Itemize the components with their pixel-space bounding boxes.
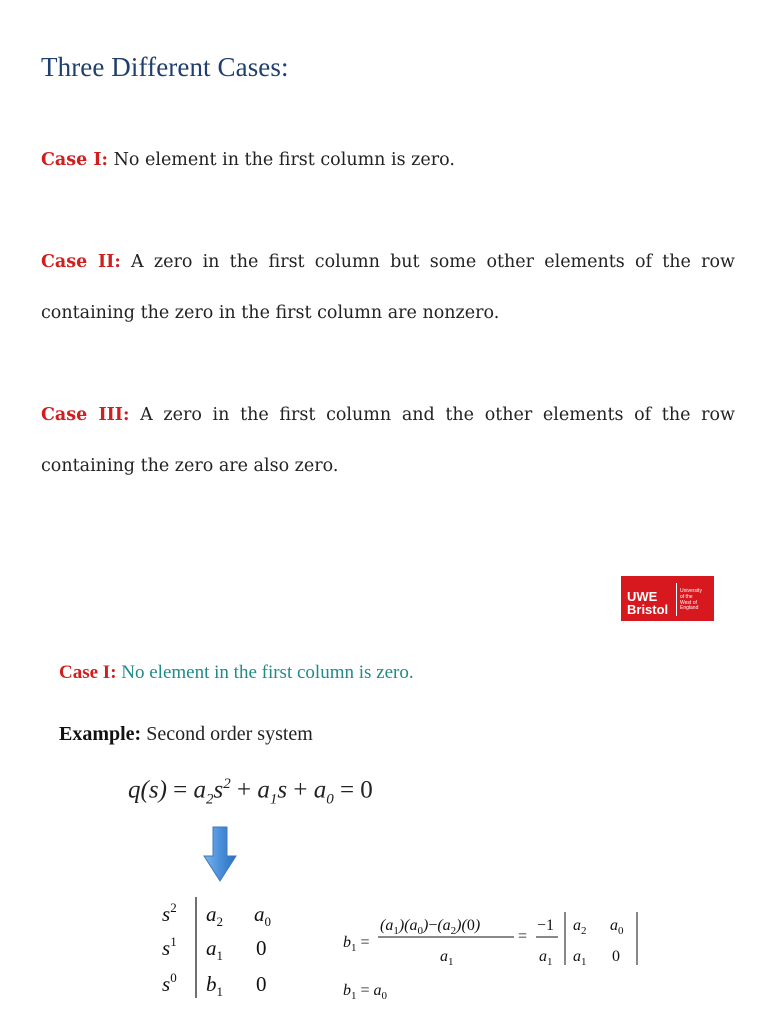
- logo-line-2: Bristol: [627, 602, 669, 617]
- cell-zero-1: 0: [256, 936, 267, 960]
- logo-small-1: University: [680, 588, 702, 594]
- logo-small-text: [680, 589, 712, 612]
- case-2-label: Case II:: [41, 252, 121, 272]
- routh-table: [150, 893, 290, 1005]
- page-title: Three Different Cases:: [41, 52, 289, 82]
- row-label-s2: $s^2$: [162, 900, 177, 926]
- row-label-s0: $s^0$: [162, 970, 177, 996]
- svg-text:a1: $a_1$: [539, 948, 553, 968]
- uwe-bristol-logo: [621, 576, 714, 621]
- down-arrow-icon: [203, 826, 237, 882]
- case-2-text: A zero in the first column but some other elements of the row containing the zero in the first column are nonzero.: [41, 252, 735, 323]
- case-3-text: A zero in the first column and the other elements of the row containing the zero are also zero.: [41, 405, 735, 476]
- case-detail-heading: [59, 662, 414, 684]
- cell-a0: $a_0$: [254, 902, 271, 929]
- svg-text:a1: $a_1$: [440, 948, 454, 968]
- case-detail-text: No element in the first column is zero.: [121, 662, 414, 683]
- example-line: [59, 723, 313, 746]
- logo-separator: [676, 583, 677, 616]
- characteristic-equation: $q(s) = a_2s^2 + a_1s + a_0 = 0$: [128, 776, 373, 808]
- svg-text:0: 0: [612, 948, 620, 965]
- case-2-paragraph: [41, 237, 735, 339]
- cell-a2: $a_2$: [206, 902, 223, 929]
- b1-formula: [340, 905, 645, 1005]
- example-label: Example:: [59, 723, 142, 745]
- cell-a1: $a_1$: [206, 936, 223, 963]
- case-1-label: Case I:: [41, 150, 108, 170]
- svg-text:b1 = a0: $b_1 = a_0$: [343, 982, 388, 1002]
- case-3-paragraph: [41, 390, 735, 492]
- row-label-s1: $s^1$: [162, 934, 177, 960]
- logo-small-2: of the: [680, 593, 693, 600]
- cell-zero-2: 0: [256, 972, 267, 996]
- case-detail-label: Case I:: [59, 662, 117, 683]
- logo-small-4: England: [680, 605, 699, 612]
- case-1-text: No element in the first column is zero.: [113, 150, 455, 170]
- svg-text:−1: −1: [537, 917, 555, 934]
- logo-small-3: West of: [680, 599, 697, 606]
- svg-text:b1 =: $b_1$ =: [343, 934, 370, 954]
- svg-text:a2: $a_2$: [573, 917, 587, 937]
- svg-text:a1: $a_1$: [573, 948, 587, 968]
- svg-text:(a1)(a0)−(a2)(0): $(a_1)(a_0)-(a_2)(0)$: [380, 917, 481, 937]
- svg-text:a0: $a_0$: [610, 917, 624, 937]
- cell-b1: $b_1$: [206, 972, 223, 999]
- case-3-label: Case III:: [41, 405, 130, 425]
- svg-text:=: =: [518, 928, 528, 945]
- example-text: Second order system: [146, 723, 313, 745]
- case-1-paragraph: [41, 135, 735, 186]
- logo-line-1: UWE: [627, 589, 658, 604]
